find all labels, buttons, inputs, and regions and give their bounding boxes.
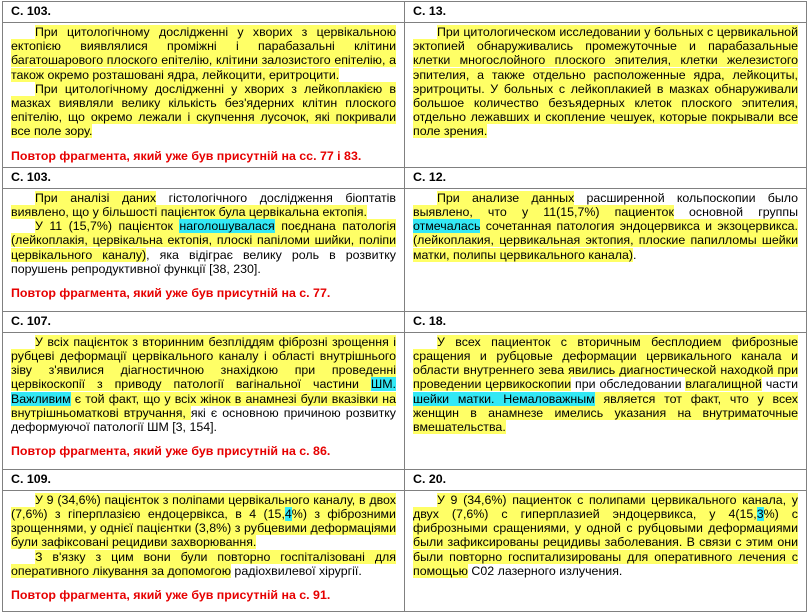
paragraph [11, 191, 396, 219]
text-segment: влагалищной [685, 377, 762, 392]
paragraph [413, 25, 798, 139]
text-segment: є той факт, що у всіх жінок в анамнезі були вказівки на внутрішньоматкові втручання, [11, 391, 396, 420]
paragraph [11, 219, 396, 276]
right-page-ref: С. 20. [405, 469, 807, 490]
paragraph [11, 82, 396, 139]
text-segment: поєднана патологія (лейкоплакія, цервікальна ектопія, плоскі папіломи шийки, поліпи цервікального каналу) [11, 219, 396, 262]
text-segment: %) с фиброзными сращениями, у одной с рубцовыми деформациями были зафиксированы рецидивы заболевания. В связи с этим они были повторно госпитализированы для оперативного лечения с помощью [413, 507, 798, 578]
body-row [3, 23, 807, 168]
right-text-cell [405, 188, 807, 311]
text-segment: виявлено, що у більшості пацієнток була цервікальна ектопія. [11, 205, 367, 220]
body-row [3, 188, 807, 311]
text-segment: основной группы [673, 205, 798, 220]
left-text-cell [3, 490, 405, 611]
text-segment: які є основною причиною розвитку деформуючої патології ШМ [3, 154]. [11, 405, 397, 435]
left-page-ref: С. 107. [3, 311, 405, 332]
right-text-cell [405, 23, 807, 168]
header-row [3, 311, 807, 332]
body-row [3, 490, 807, 611]
paragraph [11, 493, 396, 550]
header-row [3, 2, 807, 23]
text-segment: гістологічного дослідження біоптатів [156, 190, 396, 205]
repeat-note: Повтор фрагмента, який уже був присутній на с. 77. [11, 286, 331, 301]
paragraph [413, 335, 798, 434]
paragraph [11, 550, 396, 578]
repeat-note: Повтор фрагмента, який уже був присутній на сс. 77 і 83. [11, 148, 362, 163]
text-segment: При анализе данных [437, 190, 575, 205]
comparison-table [2, 1, 807, 612]
text-segment: При аналізі даних [35, 190, 157, 205]
left-text-cell [3, 23, 405, 168]
text-segment: При цитологічному дослідженні у хворих з цервікальною ектопією виявлялися проміжні і парабазальні клітини багатошарового плоского епітелію, клітини залозистого епітелію, а також окремо розташовані ядра, лейкоцити, еритроцити. [11, 25, 396, 82]
repeat-note: Повтор фрагмента, який уже був присутній на с. 86. [11, 444, 331, 459]
header-row [3, 469, 807, 490]
right-text-cell [405, 332, 807, 469]
text-segment: расширенной кольпоскопии было [574, 190, 798, 205]
left-page-ref: С. 103. [3, 2, 405, 23]
text-segment: сочетанная патология эндоцервикса и экзоцервикса. (лейкоплакия, цервикальная эктопия, плоские папилломы шейки матки, полипы цервикального канала) [413, 219, 798, 262]
text-segment: отмечалась [413, 219, 481, 234]
text-segment: У 9 (34,6%) пацієнток з поліпами цервікального каналу, в двох (7,6%) з гіперплазією ендоцервікса, в 4 (15, [11, 492, 396, 522]
left-text-cell [3, 188, 405, 311]
text-segment: шейки матки. Немаловажным [413, 391, 595, 406]
repeat-note: Повтор фрагмента, який уже був присутній на с. 91. [11, 588, 331, 603]
text-segment: С02 лазерного излучения. [467, 563, 623, 578]
text-segment: наголошувалася [179, 219, 275, 234]
text-segment: %) з фіброзними зрощеннями, у однієї пацієнтки (3,8%) з рубцевими деформаціями були зафіксовані рецидиви захворювання. [11, 507, 396, 550]
text-segment: ШМ. Важливим [11, 377, 396, 406]
body-row [3, 332, 807, 469]
text-segment: При цитологічному дослідженні у хворих з лейкоплакією в мазках виявляли велику кількість без'ядерних клітин плоского епітелію, що окремо лежали і скупчення лусочок, які покривали все поле зору. [11, 81, 396, 139]
right-page-ref: С. 13. [405, 2, 807, 23]
text-segment: У 9 (34,6%) пациенток с полипами цервикального канала, у двух (7,6%) с гиперплазией эндоцервикса, у 4(15, [413, 492, 798, 522]
left-page-ref: С. 109. [3, 469, 405, 490]
paragraph [11, 25, 396, 82]
text-segment: У 11 (15,7%) пацієнток [35, 219, 180, 234]
text-segment: 3 [756, 507, 764, 522]
text-segment: выявлено, что у 11(15,7%) пациенток [413, 205, 674, 220]
right-page-ref: С. 18. [405, 311, 807, 332]
right-text-cell [405, 490, 807, 611]
text-segment: 4 [284, 507, 292, 522]
text-segment: радіохвилевої хірургії. [230, 563, 362, 578]
text-segment: , яка відіграє велику роль в розвитку порушень репродуктивної функції [38, 230]. [11, 247, 396, 276]
text-segment: части [761, 377, 798, 392]
left-text-cell [3, 332, 405, 469]
text-segment: . [632, 247, 637, 262]
text-segment: З в'язку з цим вони були повторно госпіталізовані для оперативного лікування за допомогою [11, 549, 396, 578]
text-segment: У всіх пацієнток з вторинним безпліддям фіброзні зрощення і рубцеві деформації цервікального каналу і області внутрішнього зіву з'явилися діагностичною знахідкою при проведенні цервікоскопії з приводу патології вагінальної частини [11, 334, 396, 392]
header-row [3, 167, 807, 188]
text-segment: При цитологическом исследовании у больных с цервикальной эктопией обнаруживались промежуточные и парабазальные клетки многослойного плоского эпителия, клетки железистого эпителия, а также отдельно расположенные ядра, лейкоциты, эритроциты. У больных с лейкоплакией в мазках обнаруживали большое количество безъядерных клеток плоского эпителия, отдельно лежавших и скопление чешуек, которые покрывали все поле зрения. [413, 25, 798, 139]
left-page-ref: С. 103. [3, 167, 405, 188]
text-segment: является тот факт, что у всех женщин в анамнезе имелись указания на внутриматочные вмешательства. [413, 391, 798, 435]
paragraph [413, 493, 798, 578]
right-page-ref: С. 12. [405, 167, 807, 188]
paragraph [413, 191, 798, 262]
text-segment: при обследовании [571, 377, 686, 392]
text-segment: У всех пациенток с вторичным бесплодием фиброзные сращения и рубцовые деформации цервикального канала и области внутреннего зева явились диагностической находкой при проведении цервикоскопии [413, 334, 798, 392]
paragraph [11, 335, 396, 434]
